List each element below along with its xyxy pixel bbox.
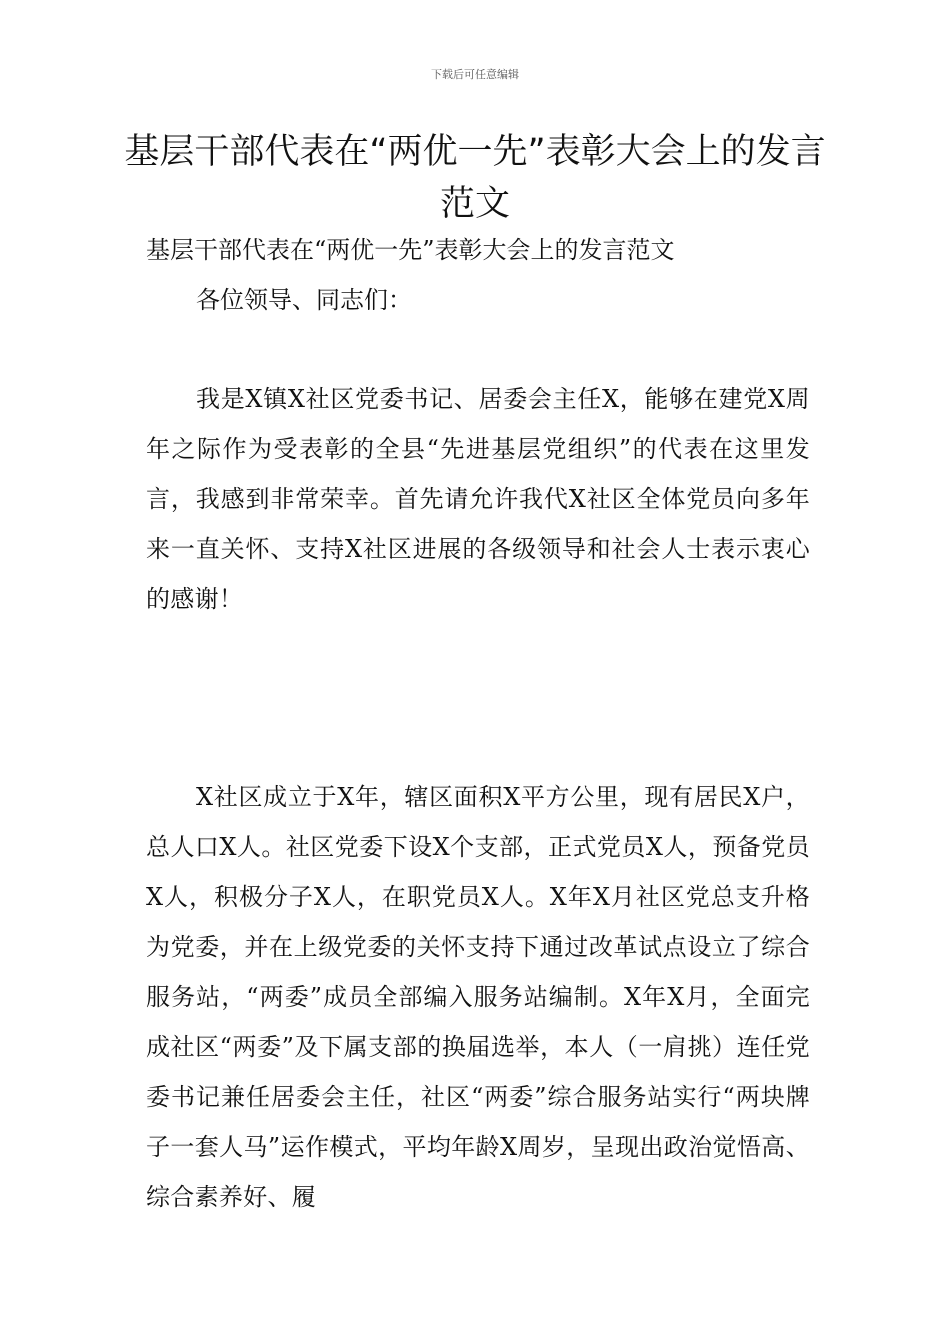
salutation: 各位领导、同志们： xyxy=(196,286,412,314)
paragraph-2: X社区成立于X年，辖区面积X平方公里，现有居民X户，总人口X人。社区党委下设X个支部，正式党员X人，预备党员X人，积极分子X人，在职党员X人。X年X月社区党总支升格为党委，并在上级党委的关怀支持下通过改革试点设立了综合服务站，“两委”成员全部编入服务站编制。X年X月，全面完成社区“两委”及下属支部的换届选举，本人（一肩挑）连任党委书记兼任居委会主任，社区“两委”综合服务站实行“两块牌子一套人马”运作模式，平均年龄X周岁，呈现出政治觉悟高、综合素养好、履 xyxy=(146,783,810,1211)
document-title: 基层干部代表在“两优一先”表彰大会上的发言范文 xyxy=(124,132,826,224)
paragraph-1: 我是X镇X社区党委书记、居委会主任X，能够在建党X周年之际作为受表彰的全县“先进基层党组织”的代表在这里发言，我感到非常荣幸。首先请允许我代X社区全体党员向多年来一直关怀、支持X社区进展的各级领导和社会人士表示衷心的感谢！ xyxy=(146,385,810,613)
document-subtitle: 基层干部代表在“两优一先”表彰大会上的发言范文 xyxy=(146,236,675,264)
header-note: 下载后可任意编辑 xyxy=(431,68,519,81)
